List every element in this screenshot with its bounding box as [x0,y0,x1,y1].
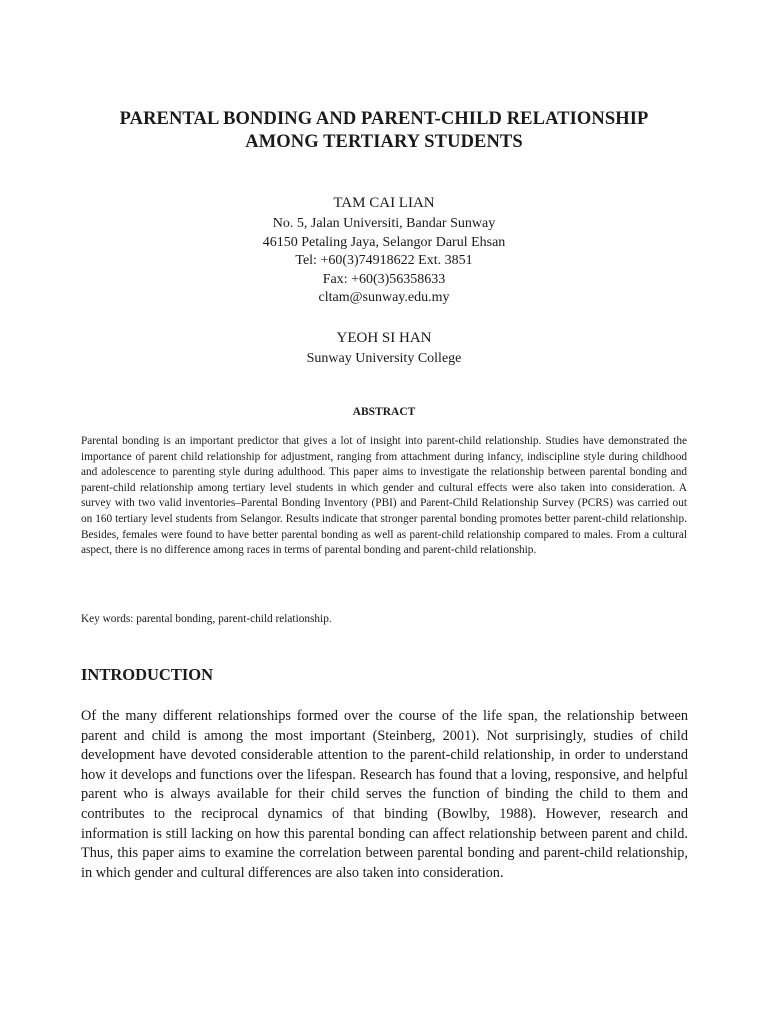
author-address-street: No. 5, Jalan Universiti, Bandar Sunway [272,216,496,231]
author-name: TAM CAI LIAN [333,195,435,211]
author-affiliation: Sunway University College [306,351,462,366]
introduction-heading: INTRODUCTION [81,665,214,684]
paper-title [60,108,708,154]
abstract-paragraph: Parental bonding is an important predictor that gives a lot of insight into parent-child relationship. Studies have demonstrated the importance of parent child relationship for adjustment, ranging from attachment during infancy, indiscipline style during childhood and adolescence to parenting style during adulthood. This paper aims to investigate the relationship between parental bonding and parent-child relationship among tertiary level students in which gender and cultural effects were also taken into consideration. A survey with two valid inventories–Parental Bonding Inventory (PBI) and Parent-Child Relationship Survey (PCRS) was carried out on 160 tertiary level students from Selangor. Results indicate that stronger parental bonding promotes better parent-child relationship. Besides, females were found to have better parental bonding as well as parent-child relationship compared to males. From a cultural aspect, there is no difference among races in terms of parental bonding and parent-child relationship. [81,435,687,557]
title-line-2: AMONG TERTIARY STUDENTS [245,132,523,152]
author-block-2 [84,329,684,369]
author-email: cltam@sunway.edu.my [318,290,450,305]
introduction-paragraph: Of the many different relationships formed over the course of the life span, the relationship between parent and child is among the most important (Steinberg, 2001). Not surprisingly, studies of child development have devoted considerable attention to the parent-child relationship, in order to understand how it develops and functions over the lifespan. Research has found that a loving, responsive, and helpful parent who is always available for their child serves the function of binding the child to them and contributes to the reciprocal dynamics of that binding (Bowlby, 1988). However, research and information is still lacking on how this parental bonding can affect relationship between parent and child. Thus, this paper aims to examine the correlation between parental bonding and parent-child relationship, in which gender and cultural differences are also taken into consideration. [81,708,688,881]
keywords-line: Key words: parental bonding, parent-child relationship. [81,613,332,625]
author-fax: Fax: +60(3)56358633 [322,271,446,287]
author-block-1 [84,194,684,308]
title-line-1: PARENTAL BONDING AND PARENT-CHILD RELATIONSHIP [119,109,649,129]
author-address-city: 46150 Petaling Jaya, Selangor Darul Ehsan [262,234,506,250]
author-name: YEOH SI HAN [336,330,432,346]
abstract-heading: ABSTRACT [352,406,416,418]
author-telephone: Tel: +60(3)74918622 Ext. 3851 [295,253,473,268]
